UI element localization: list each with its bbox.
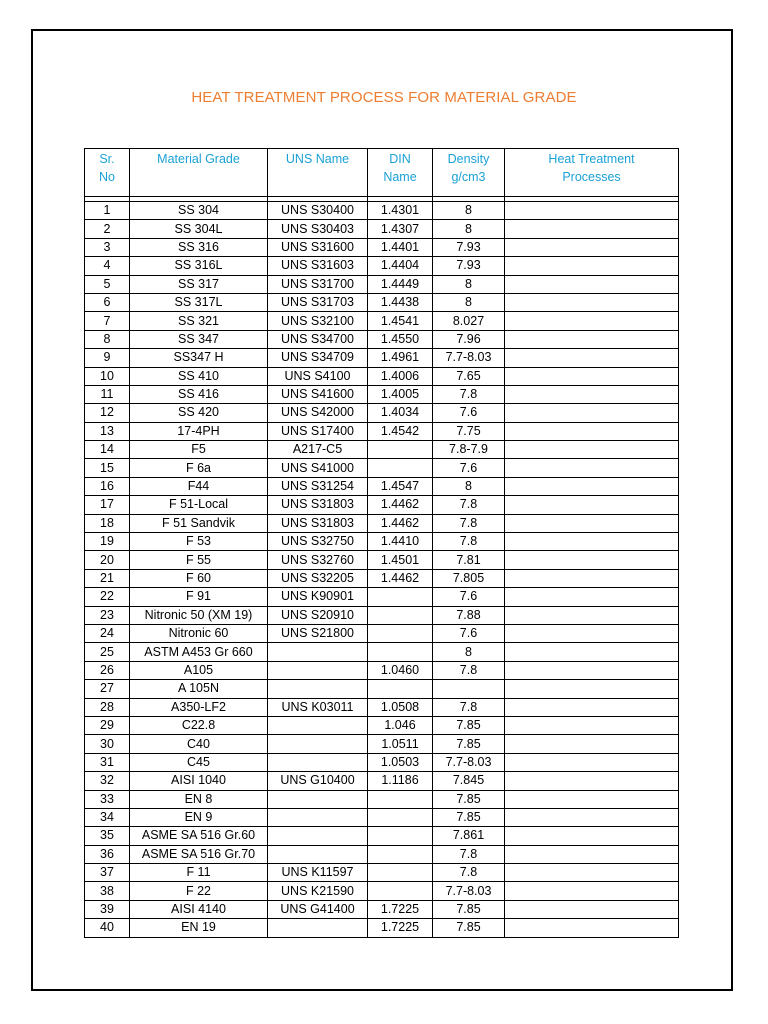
- cell-uns-name: UNS S30403: [268, 220, 368, 238]
- cell-density: 7.805: [433, 569, 505, 587]
- cell-density: 7.65: [433, 367, 505, 385]
- cell-din-name: 1.4034: [368, 404, 433, 422]
- cell-sr-no: 18: [85, 514, 130, 532]
- cell-sr-no: 29: [85, 716, 130, 734]
- table-row: [85, 477, 679, 495]
- cell-din-name: [368, 588, 433, 606]
- cell-din-name: 1.4550: [368, 330, 433, 348]
- cell-density: 7.93: [433, 238, 505, 256]
- cell-material-grade: EN 19: [130, 919, 268, 937]
- cell-material-grade: A350-LF2: [130, 698, 268, 716]
- cell-material-grade: SS 316: [130, 238, 268, 256]
- cell-density: 7.85: [433, 716, 505, 734]
- cell-density: 7.85: [433, 900, 505, 918]
- table-row: [85, 220, 679, 238]
- header-din-name: DIN Name: [368, 149, 433, 197]
- cell-material-grade: C40: [130, 735, 268, 753]
- cell-sr-no: 40: [85, 919, 130, 937]
- cell-uns-name: UNS S31600: [268, 238, 368, 256]
- cell-material-grade: SS 410: [130, 367, 268, 385]
- material-grade-table: [84, 148, 679, 938]
- cell-density: 7.8: [433, 496, 505, 514]
- cell-material-grade: F 51 Sandvik: [130, 514, 268, 532]
- cell-heat-treatment: [505, 441, 679, 459]
- cell-density: 8: [433, 477, 505, 495]
- table-row: [85, 772, 679, 790]
- cell-material-grade: SS 317: [130, 275, 268, 293]
- cell-uns-name: UNS S41000: [268, 459, 368, 477]
- cell-material-grade: F 91: [130, 588, 268, 606]
- cell-density: 7.8: [433, 661, 505, 679]
- table-row: [85, 275, 679, 293]
- cell-din-name: [368, 459, 433, 477]
- cell-uns-name: UNS S41600: [268, 385, 368, 403]
- cell-heat-treatment: [505, 238, 679, 256]
- cell-uns-name: UNS S30400: [268, 202, 368, 220]
- cell-uns-name: [268, 808, 368, 826]
- cell-din-name: [368, 790, 433, 808]
- cell-material-grade: AISI 1040: [130, 772, 268, 790]
- cell-uns-name: UNS S34709: [268, 349, 368, 367]
- cell-din-name: 1.046: [368, 716, 433, 734]
- cell-density: 7.845: [433, 772, 505, 790]
- cell-uns-name: UNS S32100: [268, 312, 368, 330]
- cell-material-grade: F5: [130, 441, 268, 459]
- cell-density: 7.85: [433, 735, 505, 753]
- table-body: [85, 197, 679, 938]
- cell-sr-no: 33: [85, 790, 130, 808]
- cell-heat-treatment: [505, 496, 679, 514]
- cell-sr-no: 12: [85, 404, 130, 422]
- cell-din-name: 1.4301: [368, 202, 433, 220]
- cell-sr-no: 32: [85, 772, 130, 790]
- cell-sr-no: 19: [85, 533, 130, 551]
- cell-din-name: 1.4542: [368, 422, 433, 440]
- cell-density: 7.6: [433, 588, 505, 606]
- cell-density: 7.85: [433, 808, 505, 826]
- table-row: [85, 257, 679, 275]
- cell-density: 7.93: [433, 257, 505, 275]
- cell-uns-name: [268, 790, 368, 808]
- cell-uns-name: UNS S21800: [268, 624, 368, 642]
- cell-sr-no: 28: [85, 698, 130, 716]
- cell-heat-treatment: [505, 772, 679, 790]
- cell-density: 8: [433, 220, 505, 238]
- cell-uns-name: UNS S17400: [268, 422, 368, 440]
- cell-material-grade: C22.8: [130, 716, 268, 734]
- cell-material-grade: 17-4PH: [130, 422, 268, 440]
- header-material-grade: Material Grade: [130, 149, 268, 197]
- cell-uns-name: UNS K90901: [268, 588, 368, 606]
- cell-din-name: 1.0511: [368, 735, 433, 753]
- cell-heat-treatment: [505, 624, 679, 642]
- cell-sr-no: 3: [85, 238, 130, 256]
- cell-uns-name: UNS S31703: [268, 293, 368, 311]
- cell-heat-treatment: [505, 827, 679, 845]
- cell-heat-treatment: [505, 293, 679, 311]
- header-density: Density g/cm3: [433, 149, 505, 197]
- table-row: [85, 422, 679, 440]
- cell-uns-name: [268, 827, 368, 845]
- cell-density: 8: [433, 202, 505, 220]
- material-table-container: [84, 148, 678, 938]
- cell-din-name: [368, 441, 433, 459]
- cell-heat-treatment: [505, 349, 679, 367]
- cell-material-grade: AISI 4140: [130, 900, 268, 918]
- cell-material-grade: ASME SA 516 Gr.70: [130, 845, 268, 863]
- cell-density: 7.8-7.9: [433, 441, 505, 459]
- cell-uns-name: UNS K21590: [268, 882, 368, 900]
- cell-sr-no: 35: [85, 827, 130, 845]
- cell-density: 7.8: [433, 845, 505, 863]
- cell-din-name: [368, 845, 433, 863]
- cell-din-name: 1.4006: [368, 367, 433, 385]
- table-row: [85, 716, 679, 734]
- cell-sr-no: 16: [85, 477, 130, 495]
- table-row: [85, 790, 679, 808]
- table-header-row: [85, 149, 679, 197]
- cell-uns-name: UNS S31603: [268, 257, 368, 275]
- cell-density: 7.75: [433, 422, 505, 440]
- cell-heat-treatment: [505, 735, 679, 753]
- cell-uns-name: UNS G41400: [268, 900, 368, 918]
- cell-heat-treatment: [505, 900, 679, 918]
- cell-material-grade: Nitronic 50 (XM 19): [130, 606, 268, 624]
- cell-din-name: 1.0460: [368, 661, 433, 679]
- cell-material-grade: F 51-Local: [130, 496, 268, 514]
- cell-material-grade: Nitronic 60: [130, 624, 268, 642]
- cell-din-name: 1.4005: [368, 385, 433, 403]
- cell-uns-name: UNS S4100: [268, 367, 368, 385]
- table-row: [85, 238, 679, 256]
- cell-uns-name: [268, 735, 368, 753]
- cell-heat-treatment: [505, 220, 679, 238]
- cell-heat-treatment: [505, 698, 679, 716]
- cell-density: 7.6: [433, 624, 505, 642]
- cell-material-grade: A105: [130, 661, 268, 679]
- cell-din-name: 1.4541: [368, 312, 433, 330]
- cell-uns-name: UNS S31803: [268, 496, 368, 514]
- cell-uns-name: UNS S31803: [268, 514, 368, 532]
- table-row: [85, 441, 679, 459]
- cell-heat-treatment: [505, 606, 679, 624]
- cell-density: 7.85: [433, 919, 505, 937]
- table-row: [85, 900, 679, 918]
- cell-din-name: 1.4462: [368, 569, 433, 587]
- cell-uns-name: [268, 716, 368, 734]
- cell-sr-no: 9: [85, 349, 130, 367]
- cell-heat-treatment: [505, 845, 679, 863]
- table-row: [85, 827, 679, 845]
- cell-uns-name: [268, 845, 368, 863]
- cell-density: [433, 680, 505, 698]
- cell-density: 7.8: [433, 864, 505, 882]
- cell-uns-name: [268, 661, 368, 679]
- cell-sr-no: 5: [85, 275, 130, 293]
- cell-din-name: 1.4410: [368, 533, 433, 551]
- cell-density: 7.81: [433, 551, 505, 569]
- cell-din-name: [368, 606, 433, 624]
- table-row: [85, 845, 679, 863]
- cell-heat-treatment: [505, 257, 679, 275]
- cell-density: 8: [433, 293, 505, 311]
- table-row: [85, 624, 679, 642]
- table-row: [85, 882, 679, 900]
- cell-heat-treatment: [505, 404, 679, 422]
- table-row: [85, 514, 679, 532]
- cell-density: 7.7-8.03: [433, 882, 505, 900]
- cell-density: 7.7-8.03: [433, 753, 505, 771]
- cell-heat-treatment: [505, 459, 679, 477]
- cell-material-grade: F 22: [130, 882, 268, 900]
- cell-sr-no: 10: [85, 367, 130, 385]
- cell-sr-no: 21: [85, 569, 130, 587]
- cell-material-grade: F 6a: [130, 459, 268, 477]
- header-heat-treatment: Heat Treatment Processes: [505, 149, 679, 197]
- cell-din-name: 1.4401: [368, 238, 433, 256]
- table-row: [85, 459, 679, 477]
- cell-din-name: [368, 864, 433, 882]
- table-row: [85, 661, 679, 679]
- cell-material-grade: EN 8: [130, 790, 268, 808]
- cell-uns-name: UNS S32760: [268, 551, 368, 569]
- cell-density: 8: [433, 643, 505, 661]
- cell-heat-treatment: [505, 275, 679, 293]
- cell-din-name: 1.4438: [368, 293, 433, 311]
- table-row: [85, 643, 679, 661]
- cell-material-grade: SS 304L: [130, 220, 268, 238]
- cell-sr-no: 23: [85, 606, 130, 624]
- cell-sr-no: 34: [85, 808, 130, 826]
- cell-material-grade: SS 304: [130, 202, 268, 220]
- cell-uns-name: [268, 643, 368, 661]
- cell-heat-treatment: [505, 808, 679, 826]
- cell-sr-no: 13: [85, 422, 130, 440]
- cell-material-grade: SS 321: [130, 312, 268, 330]
- cell-sr-no: 14: [85, 441, 130, 459]
- table-row: [85, 864, 679, 882]
- table-row: [85, 349, 679, 367]
- cell-material-grade: SS 347: [130, 330, 268, 348]
- cell-density: 7.8: [433, 533, 505, 551]
- cell-heat-treatment: [505, 661, 679, 679]
- cell-din-name: 1.4462: [368, 514, 433, 532]
- table-row: [85, 404, 679, 422]
- table-row: [85, 753, 679, 771]
- cell-material-grade: SS347 H: [130, 349, 268, 367]
- cell-heat-treatment: [505, 790, 679, 808]
- cell-density: 7.6: [433, 404, 505, 422]
- cell-din-name: 1.4462: [368, 496, 433, 514]
- table-row: [85, 496, 679, 514]
- cell-uns-name: UNS S20910: [268, 606, 368, 624]
- cell-din-name: [368, 643, 433, 661]
- cell-material-grade: F 53: [130, 533, 268, 551]
- cell-density: 7.96: [433, 330, 505, 348]
- cell-material-grade: SS 316L: [130, 257, 268, 275]
- cell-sr-no: 11: [85, 385, 130, 403]
- cell-sr-no: 1: [85, 202, 130, 220]
- cell-density: 8.027: [433, 312, 505, 330]
- table-row: [85, 588, 679, 606]
- cell-din-name: [368, 882, 433, 900]
- cell-uns-name: [268, 753, 368, 771]
- table-row: [85, 919, 679, 937]
- cell-material-grade: F 60: [130, 569, 268, 587]
- cell-din-name: 1.7225: [368, 900, 433, 918]
- table-row: [85, 202, 679, 220]
- cell-sr-no: 37: [85, 864, 130, 882]
- cell-uns-name: A217-C5: [268, 441, 368, 459]
- cell-din-name: [368, 624, 433, 642]
- cell-heat-treatment: [505, 643, 679, 661]
- cell-material-grade: C45: [130, 753, 268, 771]
- cell-density: 7.8: [433, 698, 505, 716]
- cell-sr-no: 17: [85, 496, 130, 514]
- cell-heat-treatment: [505, 422, 679, 440]
- cell-sr-no: 38: [85, 882, 130, 900]
- table-row: [85, 698, 679, 716]
- cell-density: 7.861: [433, 827, 505, 845]
- cell-uns-name: UNS S42000: [268, 404, 368, 422]
- cell-sr-no: 27: [85, 680, 130, 698]
- cell-uns-name: [268, 919, 368, 937]
- cell-sr-no: 26: [85, 661, 130, 679]
- cell-din-name: [368, 680, 433, 698]
- cell-sr-no: 7: [85, 312, 130, 330]
- cell-din-name: 1.4404: [368, 257, 433, 275]
- cell-sr-no: 30: [85, 735, 130, 753]
- table-row: [85, 385, 679, 403]
- table-row: [85, 808, 679, 826]
- cell-material-grade: SS 420: [130, 404, 268, 422]
- cell-uns-name: UNS S31700: [268, 275, 368, 293]
- cell-material-grade: EN 9: [130, 808, 268, 826]
- cell-heat-treatment: [505, 330, 679, 348]
- cell-din-name: 1.7225: [368, 919, 433, 937]
- cell-din-name: 1.4449: [368, 275, 433, 293]
- cell-density: 7.85: [433, 790, 505, 808]
- cell-uns-name: [268, 680, 368, 698]
- cell-din-name: 1.4307: [368, 220, 433, 238]
- cell-heat-treatment: [505, 882, 679, 900]
- cell-sr-no: 15: [85, 459, 130, 477]
- cell-density: 8: [433, 275, 505, 293]
- cell-uns-name: UNS S31254: [268, 477, 368, 495]
- table-row: [85, 312, 679, 330]
- cell-sr-no: 4: [85, 257, 130, 275]
- cell-din-name: [368, 827, 433, 845]
- cell-din-name: 1.4501: [368, 551, 433, 569]
- cell-sr-no: 8: [85, 330, 130, 348]
- cell-din-name: 1.0508: [368, 698, 433, 716]
- cell-material-grade: F 55: [130, 551, 268, 569]
- table-row: [85, 735, 679, 753]
- cell-heat-treatment: [505, 477, 679, 495]
- cell-din-name: 1.1186: [368, 772, 433, 790]
- cell-heat-treatment: [505, 588, 679, 606]
- header-uns-name: UNS Name: [268, 149, 368, 197]
- cell-sr-no: 31: [85, 753, 130, 771]
- document-title: HEAT TREATMENT PROCESS FOR MATERIAL GRADE: [191, 89, 577, 106]
- table-row: [85, 533, 679, 551]
- cell-heat-treatment: [505, 514, 679, 532]
- cell-sr-no: 20: [85, 551, 130, 569]
- cell-sr-no: 22: [85, 588, 130, 606]
- table-row: [85, 367, 679, 385]
- cell-heat-treatment: [505, 367, 679, 385]
- cell-heat-treatment: [505, 202, 679, 220]
- cell-density: 7.6: [433, 459, 505, 477]
- cell-sr-no: 39: [85, 900, 130, 918]
- cell-uns-name: UNS K11597: [268, 864, 368, 882]
- cell-material-grade: ASTM A453 Gr 660: [130, 643, 268, 661]
- cell-din-name: 1.4547: [368, 477, 433, 495]
- cell-material-grade: SS 317L: [130, 293, 268, 311]
- cell-sr-no: 24: [85, 624, 130, 642]
- table-row: [85, 606, 679, 624]
- cell-heat-treatment: [505, 312, 679, 330]
- cell-material-grade: SS 416: [130, 385, 268, 403]
- cell-heat-treatment: [505, 551, 679, 569]
- cell-heat-treatment: [505, 716, 679, 734]
- cell-material-grade: ASME SA 516 Gr.60: [130, 827, 268, 845]
- cell-heat-treatment: [505, 864, 679, 882]
- cell-heat-treatment: [505, 680, 679, 698]
- cell-heat-treatment: [505, 753, 679, 771]
- cell-density: 7.88: [433, 606, 505, 624]
- cell-uns-name: UNS S32205: [268, 569, 368, 587]
- cell-heat-treatment: [505, 385, 679, 403]
- cell-density: 7.8: [433, 385, 505, 403]
- cell-uns-name: UNS S32750: [268, 533, 368, 551]
- table-row: [85, 680, 679, 698]
- cell-material-grade: A 105N: [130, 680, 268, 698]
- cell-material-grade: F 11: [130, 864, 268, 882]
- cell-uns-name: UNS S34700: [268, 330, 368, 348]
- cell-uns-name: UNS K03011: [268, 698, 368, 716]
- cell-uns-name: UNS G10400: [268, 772, 368, 790]
- cell-sr-no: 36: [85, 845, 130, 863]
- table-row: [85, 551, 679, 569]
- table-row: [85, 293, 679, 311]
- header-sr-no: Sr. No: [85, 149, 130, 197]
- cell-density: 7.7-8.03: [433, 349, 505, 367]
- cell-heat-treatment: [505, 919, 679, 937]
- table-row: [85, 569, 679, 587]
- cell-heat-treatment: [505, 533, 679, 551]
- cell-sr-no: 6: [85, 293, 130, 311]
- cell-density: 7.8: [433, 514, 505, 532]
- cell-sr-no: 25: [85, 643, 130, 661]
- cell-material-grade: F44: [130, 477, 268, 495]
- table-row: [85, 330, 679, 348]
- cell-din-name: 1.4961: [368, 349, 433, 367]
- cell-heat-treatment: [505, 569, 679, 587]
- cell-sr-no: 2: [85, 220, 130, 238]
- cell-din-name: [368, 808, 433, 826]
- cell-din-name: 1.0503: [368, 753, 433, 771]
